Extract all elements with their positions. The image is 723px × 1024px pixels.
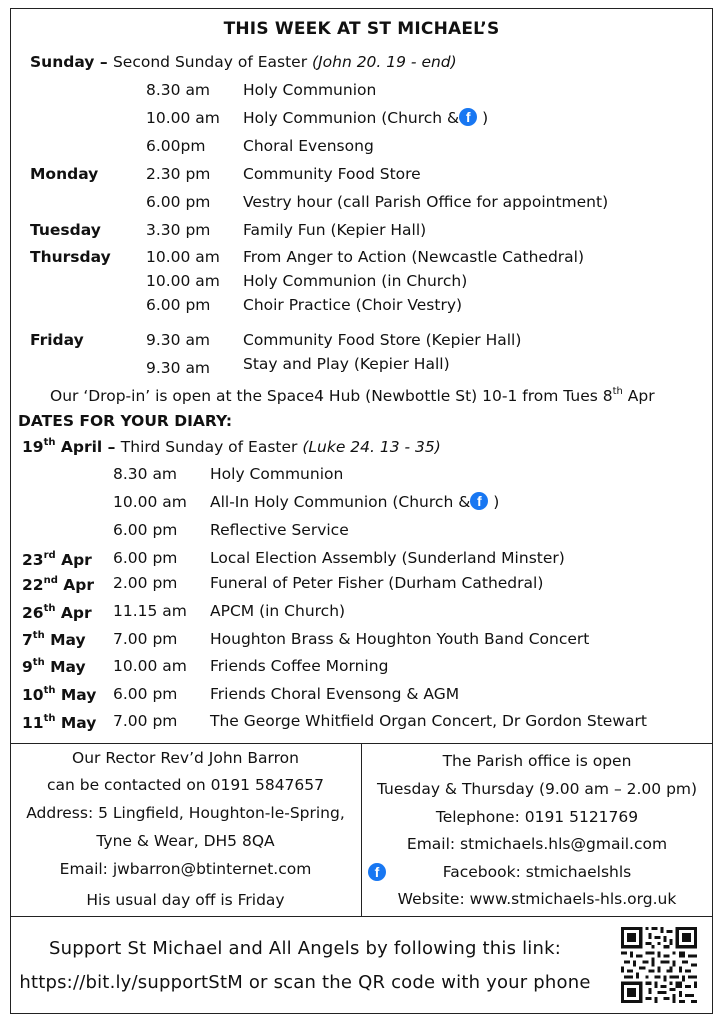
weekday-label: Monday <box>30 165 99 183</box>
diary-event: Funeral of Peter Fisher (Durham Cathedral) <box>210 574 544 592</box>
weekday-event: Holy Communion (in Church) <box>243 272 468 290</box>
diary-event: Holy Communion <box>210 465 344 483</box>
sunday-event: Holy Communion (Church & f ) <box>243 109 489 127</box>
rector-address: Address: 5 Lingfield, Houghton-le-Spring, <box>26 804 345 822</box>
diary-event: Friends Choral Evensong & AGM <box>210 685 460 703</box>
facebook-icon[interactable]: f <box>470 492 488 510</box>
weekday-event: Stay and Play (Kepier Hall) <box>243 355 450 373</box>
diary-event: Houghton Brass & Houghton Youth Band Concert <box>210 630 590 648</box>
weekday-time: 6.00 pm <box>146 296 211 314</box>
sunday-heading: Sunday – Second Sunday of Easter (John 20. 19 - end) <box>30 53 457 71</box>
diary-time: 8.30 am <box>113 465 178 483</box>
diary-heading: DATES FOR YOUR DIARY: <box>18 412 233 430</box>
diary-time: 11.15 am <box>113 602 187 620</box>
rector-address: Tyne & Wear, DH5 8QA <box>96 832 275 850</box>
weekday-time: 9.30 am <box>146 359 211 377</box>
diary-event: All-In Holy Communion (Church & f ) <box>210 493 500 511</box>
rector-line: Our Rector Rev’d John Barron <box>72 749 299 767</box>
weekday-event: Vestry hour (call Parish Office for appointment) <box>243 193 609 211</box>
office-facebook[interactable]: Facebook: stmichaelshls <box>442 863 632 881</box>
diary-date: 26th Apr <box>22 603 92 622</box>
office-website[interactable]: Website: www.stmichaels-hls.org.uk <box>397 890 677 908</box>
weekday-time: 3.30 pm <box>146 221 211 239</box>
diary-event: The George Whitfield Organ Concert, Dr Gordon Stewart <box>210 712 647 730</box>
diary-time: 7.00 pm <box>113 630 178 648</box>
facebook-icon[interactable]: f <box>459 108 477 126</box>
sunday-time: 6.00pm <box>146 137 206 155</box>
diary-first-heading: 19th April – Third Sunday of Easter (Luke 24. 13 - 35) <box>22 437 441 456</box>
sunday-time: 8.30 am <box>146 81 211 99</box>
sunday-time: 10.00 am <box>146 109 220 127</box>
diary-time: 10.00 am <box>113 493 187 511</box>
diary-time: 6.00 pm <box>113 521 178 539</box>
support-link[interactable]: https://bit.ly/supportStM or scan the QR code with your phone <box>19 972 591 993</box>
diary-date: 10th May <box>22 685 97 704</box>
weekday-time: 2.30 pm <box>146 165 211 183</box>
weekday-event: From Anger to Action (Newcastle Cathedral) <box>243 248 585 266</box>
sunday-event: Choral Evensong <box>243 137 374 155</box>
diary-time: 2.00 pm <box>113 574 178 592</box>
weekday-event: Choir Practice (Choir Vestry) <box>243 296 463 314</box>
sunday-event: Holy Communion <box>243 81 377 99</box>
weekday-event: Community Food Store (Kepier Hall) <box>243 331 522 349</box>
weekday-time: 9.30 am <box>146 331 211 349</box>
rector-phone: can be contacted on 0191 5847657 <box>46 776 325 794</box>
weekday-label: Thursday <box>30 248 111 266</box>
diary-date: 23rd Apr <box>22 550 92 569</box>
diary-event: Friends Coffee Morning <box>210 657 389 675</box>
diary-time: 10.00 am <box>113 657 187 675</box>
qr-code-icon[interactable] <box>621 927 697 1003</box>
rector-dayoff: His usual day off is Friday <box>86 891 285 909</box>
sunday-reading: (John 20. 19 - end) <box>312 53 457 71</box>
diary-time: 6.00 pm <box>113 685 178 703</box>
office-hours: Tuesday & Thursday (9.00 am – 2.00 pm) <box>376 780 698 798</box>
weekday-label: Friday <box>30 331 84 349</box>
weekday-event: Community Food Store <box>243 165 421 183</box>
diary-date: 7th May <box>22 630 86 649</box>
diary-event: Reflective Service <box>210 521 349 539</box>
divider-bottom <box>10 916 713 917</box>
weekday-time: 10.00 am <box>146 248 220 266</box>
weekday-label: Tuesday <box>30 221 101 239</box>
dropin-note: Our ‘Drop-in’ is open at the Space4 Hub (Newbottle St) 10-1 from Tues 8th Apr <box>50 386 655 405</box>
office-phone: Telephone: 0191 5121769 <box>435 808 639 826</box>
weekday-time: 6.00 pm <box>146 193 211 211</box>
weekday-event: Family Fun (Kepier Hall) <box>243 221 427 239</box>
rector-email[interactable]: Email: jwbarron@btinternet.com <box>59 860 312 878</box>
office-email[interactable]: Email: stmichaels.hls@gmail.com <box>406 835 668 853</box>
sunday-day: Sunday <box>30 53 95 71</box>
diary-time: 6.00 pm <box>113 549 178 567</box>
diary-date: 9th May <box>22 657 86 676</box>
diary-event: APCM (in Church) <box>210 602 346 620</box>
weekday-time: 10.00 am <box>146 272 220 290</box>
office-heading: The Parish office is open <box>442 752 632 770</box>
page-title: THIS WEEK AT ST MICHAEL’S <box>223 19 500 39</box>
diary-event: Local Election Assembly (Sunderland Minster) <box>210 549 565 567</box>
support-line: Support St Michael and All Angels by following this link: <box>49 938 561 959</box>
diary-date: 11th May <box>22 713 97 732</box>
facebook-icon[interactable]: f <box>368 863 386 881</box>
diary-time: 7.00 pm <box>113 712 178 730</box>
diary-date: 22nd Apr <box>22 575 94 594</box>
